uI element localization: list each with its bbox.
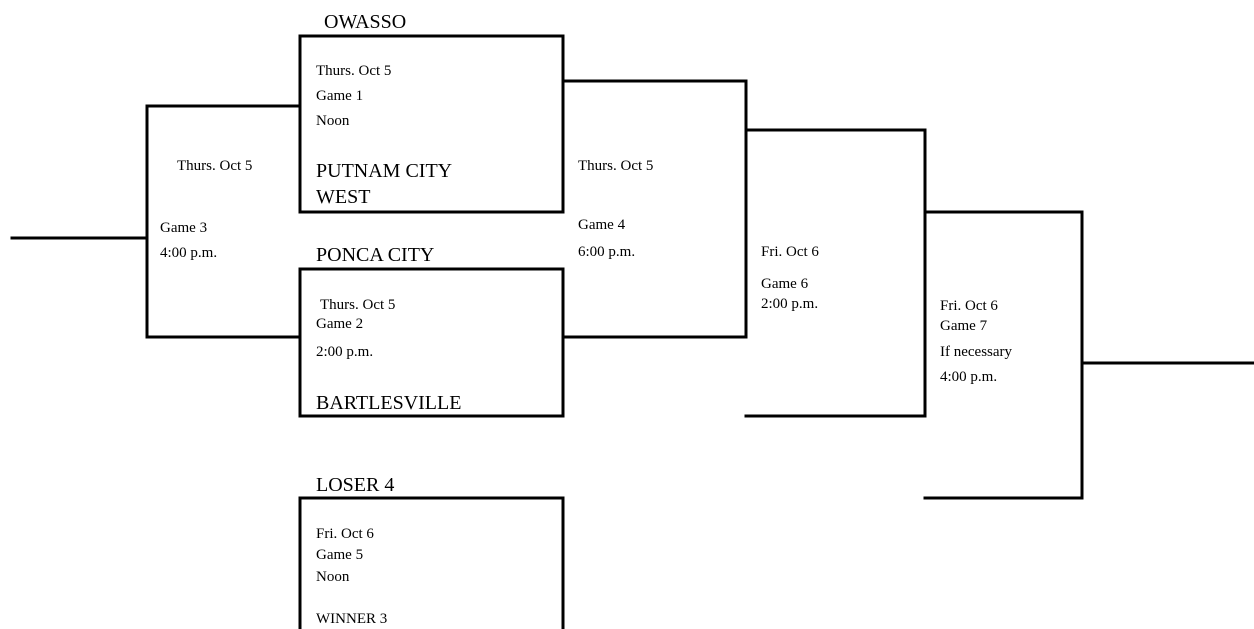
game7-note: If necessary: [940, 344, 1013, 360]
game5-date: Fri. Oct 6: [316, 526, 374, 542]
team-loser-4: LOSER 4: [316, 474, 395, 496]
game3-time: 4:00 p.m.: [160, 245, 218, 261]
game2-number: Game 2: [316, 316, 364, 332]
game7-time: 4:00 p.m.: [940, 369, 998, 385]
team-putnam-city-west-line1: PUTNAM CITY: [316, 160, 453, 182]
game3-number: Game 3: [160, 220, 208, 236]
game2-date: Thurs. Oct 5: [320, 297, 396, 313]
game4-time: 6:00 p.m.: [578, 244, 636, 260]
game1-time: Noon: [316, 113, 350, 129]
team-ponca-city: PONCA CITY: [316, 244, 435, 266]
game3-date: Thurs. Oct 5: [177, 158, 253, 174]
game6-number: Game 6: [761, 276, 809, 292]
game7-number: Game 7: [940, 318, 988, 334]
game4-number: Game 4: [578, 217, 626, 233]
game2-time: 2:00 p.m.: [316, 344, 374, 360]
game1-date: Thurs. Oct 5: [316, 63, 392, 79]
game4-date: Thurs. Oct 5: [578, 158, 654, 174]
team-owasso: OWASSO: [324, 11, 407, 33]
game1-number: Game 1: [316, 88, 364, 104]
game6-bracket: [746, 130, 925, 416]
game6-date: Fri. Oct 6: [761, 244, 819, 260]
game6-time: 2:00 p.m.: [761, 296, 819, 312]
game5-time: Noon: [316, 569, 350, 585]
team-bartlesville: BARTLESVILLE: [316, 392, 462, 414]
game5-bracket: [300, 498, 563, 629]
game4-bracket: [563, 81, 746, 337]
game5-number: Game 5: [316, 547, 364, 563]
game7-date: Fri. Oct 6: [940, 298, 998, 314]
team-putnam-city-west-line2: WEST: [316, 186, 371, 208]
team-winner-3: WINNER 3: [316, 611, 388, 627]
